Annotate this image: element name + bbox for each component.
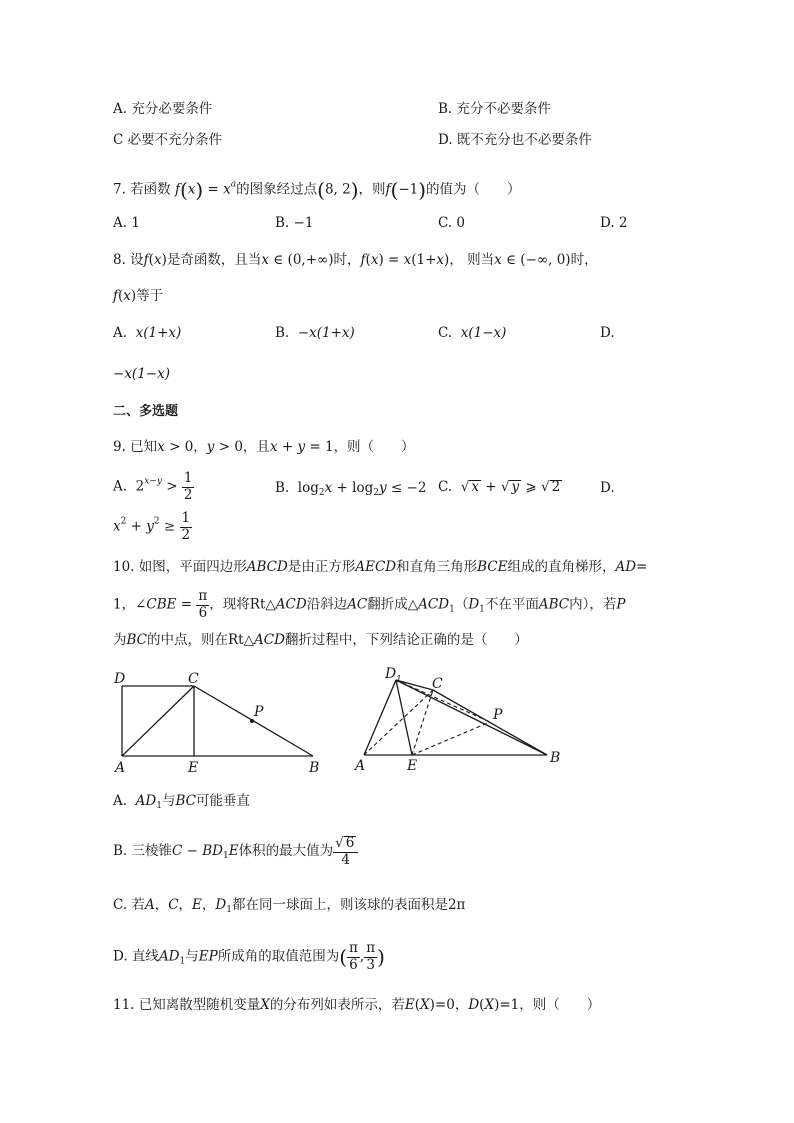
left-label-p: P <box>254 704 264 720</box>
q9-option-c: C. √ x + √ y ⩾ √ 2 <box>438 479 561 495</box>
q7-option-c: C. 0 <box>438 215 466 231</box>
q7-option-d: D. 2 <box>600 215 628 231</box>
right-label-a: A <box>355 758 366 774</box>
q10-line1: 10. 如图，平面四边形ABCD是由正方形AECD和直角三角形BCE组成的直角梯形，AD= <box>113 559 648 575</box>
q7-option-a: A. 1 <box>113 215 140 231</box>
right-label-e: E <box>407 758 418 774</box>
q9-stem: 9. 已知x > 0，y > 0，且x + y = 1，则（ ） <box>113 439 415 455</box>
q10-option-a: A. $AD_1$与BC可能垂直 <box>113 793 250 811</box>
right-label-b: B <box>550 750 561 766</box>
q10-option-c: C. 若A，C，E，$D_1$都在同一球面上，则该球的表面积是2π <box>113 897 466 915</box>
q7-option-b: B. −1 <box>275 215 314 231</box>
q8-stem: 8. 设f(x)是奇函数，且当x ∈ (0,+∞)时，f(x) = x(1+x)， 则当x ∈ (−∞, 0)时， <box>113 252 598 268</box>
right-label-c: C <box>432 676 443 692</box>
q9-option-d: $x^2 + y^2$ ≥ $\frac{1}{2}$ <box>113 510 191 543</box>
q9-option-d-label: D. <box>600 480 615 496</box>
q8-option-b: B. −x(1+x) <box>275 325 355 341</box>
left-label-e: E <box>188 760 199 776</box>
q11-stem: 11. 已知离散型随机变量X的分布列如表所示，若E(X)=0，D(X)=1，则（ ） <box>113 997 601 1013</box>
q9-option-b: B. $\log_2x + \log_2y \le -2$ <box>275 480 427 498</box>
q8-option-c: C. x(1−x) <box>438 325 507 341</box>
q10-option-d: D. 直线$AD_1$与EP所成角的取值范围为( $\frac{\pi}{6}$ , $\frac{\pi}{3}$ ) <box>113 940 385 973</box>
q6-option-c: C 必要不充分条件 <box>113 132 223 148</box>
q10-option-b: B. 三棱锥$C - BD_1E$体积的最大值为 $\frac{√ 6}{4}$ <box>113 836 358 867</box>
q7-stem: 7. 若函数 $f(x) = x^a$的图象经过点(8, 2)，则f(−1)的值为（ ） <box>113 178 521 202</box>
q6-option-d: D. 既不充分也不必要条件 <box>438 132 592 148</box>
left-label-b: B <box>309 760 320 776</box>
left-label-d: D <box>114 671 126 687</box>
section-title: 二、多选题 <box>113 404 179 419</box>
q6-option-a: A. 充分必要条件 <box>113 101 213 117</box>
right-label-sub: 1 <box>396 675 402 685</box>
q10-line3: 为BC的中点，则在Rt△ACD翻折过程中，下列结论正确的是（ ） <box>113 632 528 648</box>
right-tetra <box>364 680 547 755</box>
q6-option-b: B. 充分不必要条件 <box>438 101 552 117</box>
q8-stem-cont: f(x)等于 <box>113 288 164 304</box>
right-label-p: P <box>493 707 503 723</box>
q8-option-a: A. x(1+x) <box>113 325 182 341</box>
left-label-c: C <box>188 671 199 687</box>
q8-option-d: −x(1−x) <box>113 366 170 382</box>
q8-option-d-label: D. <box>600 325 615 341</box>
left-trapezoid <box>122 686 313 756</box>
left-label-a: A <box>115 760 126 776</box>
q9-option-a: A. $2^{x-y}$ > $\frac{1}{2}$ <box>113 470 193 503</box>
q10-line2: 1，∠CBE = $\frac{\pi}{6}$ ，现将Rt△ACD沿斜边AC翻折成$\triangle ACD_1(D_1$不在平面ABC内），若P <box>113 588 626 621</box>
right-label-d: D <box>385 666 397 682</box>
